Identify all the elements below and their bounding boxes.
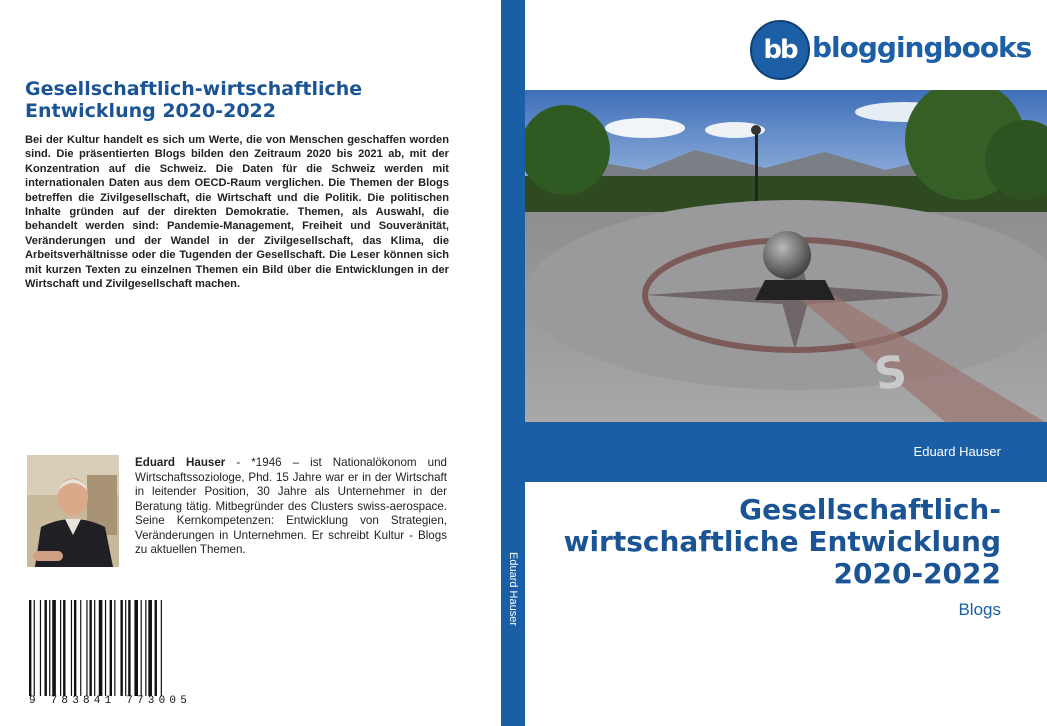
author-bio-name: Eduard Hauser (135, 456, 226, 469)
publisher-logo (750, 20, 1032, 80)
front-title: Gesellschaftlich-wirtschaftliche Entwicklung 2020-2022 (563, 493, 1001, 590)
author-portrait (27, 455, 119, 567)
isbn-barcode (27, 600, 195, 696)
spine-author: Eduard Hauser (507, 552, 519, 626)
spine (501, 0, 525, 726)
author-band (525, 422, 1047, 482)
logo-text: bloggingbooks (812, 31, 1032, 64)
isbn-digits: 9 783841 773005 (29, 695, 192, 707)
front-subtitle: Blogs (958, 600, 1001, 619)
author-bio (135, 456, 447, 558)
logo-mark-icon: bb (750, 20, 810, 80)
front-cover (525, 0, 1047, 726)
svg-text:S: S (871, 345, 910, 401)
back-cover (0, 0, 500, 726)
back-title: Gesellschaftlich-wirtschaftliche Entwicklung 2020-2022 (25, 78, 363, 122)
author-bio-text: - *1946 – ist Nationalökonom und Wirtschaftssoziologe, Phd. 15 Jahre war er in der Wirtschaft in leitender Position, 30 Jahre als Unternehmer in der Beratung tätig. Mitbegründer des Clusters swiss-aerospace. Seine Kernkompetenzen: Entwicklung von Strategien, Veränderungen in Unternehmen. Er schreibt Kultur - Blogs zu aktuellen Themen. (135, 456, 447, 556)
front-author: Eduard Hauser (913, 444, 1001, 459)
cover-photo (525, 90, 1047, 422)
back-blurb: Bei der Kultur handelt es sich um Werte, die von Menschen geschaffen worden sind. Die präsentierten Blogs bilden den Zeitraum 2020 bis 2021 ab, mit der Konzentration auf die Schweiz. Die Daten für die Schweiz werden mit internationalen Daten aus dem OECD-Raum verglichen. Die Themen der Blogs betreffen die Zivilgesellschaft, die Wirtschaft und die Politik. Die politischen Inhalte gründen auf der direkten Demokratie. Themen, als Auswahl, die behandelt werden sind: Pandemie-Management, Freiheit und Souveränität, Veränderungen und der Wandel in der Zivilgesellschaft, das Klima, die Arbeitsverhältnisse oder die Tugenden der Gesellschaft. Die Leser können sich mit kurzen Texten zu einzelnen Themen ein Bild über die Entwicklungen in der Wirtschaft und Zivilgesellschaft machen. (25, 134, 449, 291)
